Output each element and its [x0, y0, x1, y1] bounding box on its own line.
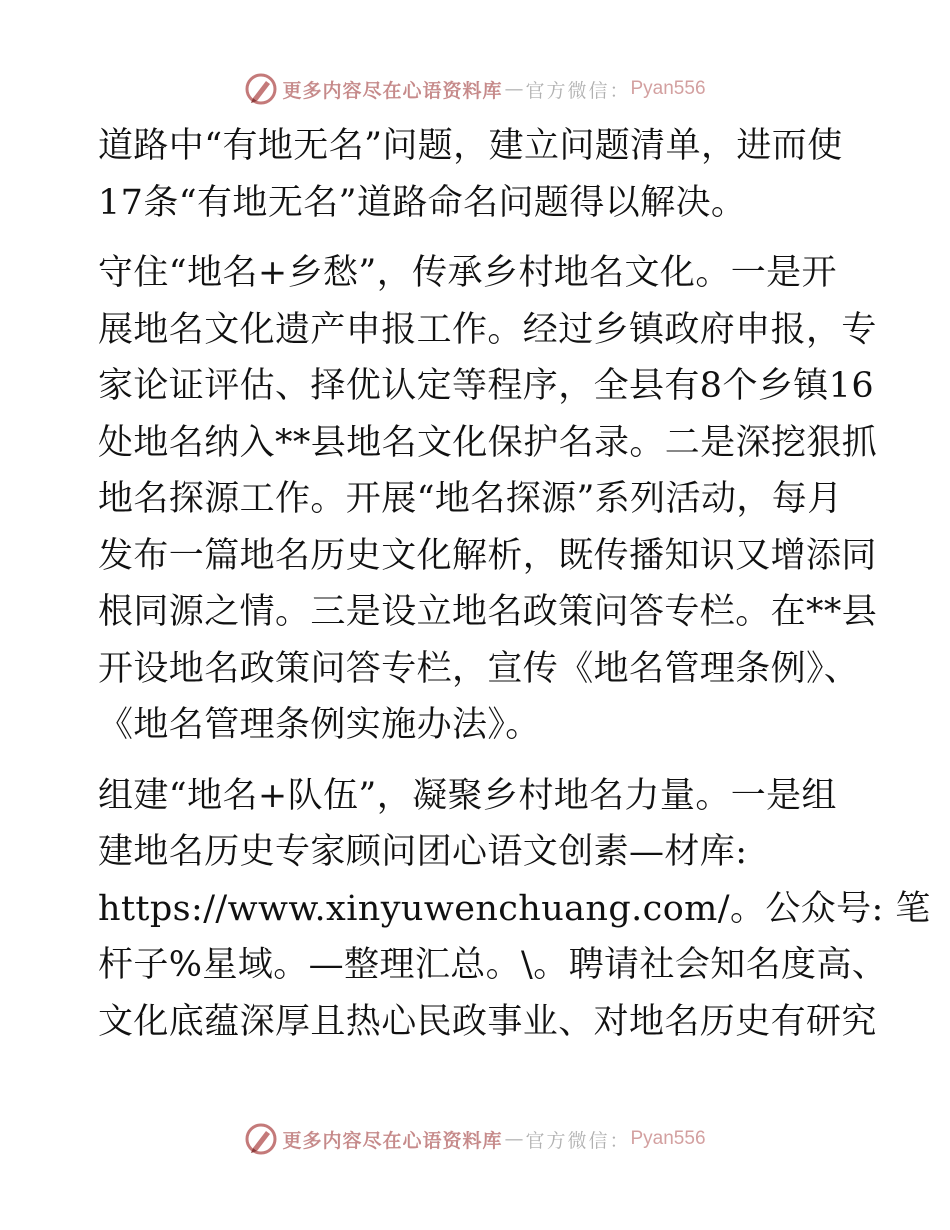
- watermark-separator: —: [504, 1128, 524, 1150]
- text-line: 开设地名政策问答专栏，宣传《地名管理条例》、: [98, 648, 860, 689]
- pen-logo-icon: [244, 1122, 278, 1156]
- document-body: [98, 118, 931, 1050]
- text-line: 地名探源工作。开展“地名探源”系列活动，每月: [98, 479, 843, 519]
- text-line: https://www.xinyuwenchuang.com/。公众号: 笔: [98, 888, 931, 929]
- text-line: 根同源之情。三是设立地名政策问答专栏。在**县: [98, 592, 878, 632]
- text-line: 文化底蕴深厚且热心民政事业、对地名历史有研究: [98, 1001, 877, 1042]
- watermark-sub: 官方微信：: [525, 79, 631, 102]
- paragraph-2: [98, 245, 878, 754]
- pen-logo-icon: [244, 72, 278, 106]
- text-line: 《地名管理条例实施办法》。: [98, 705, 541, 745]
- watermark-brand: 更多内容尽在心语资料库: [282, 1129, 503, 1152]
- paragraph-3: [98, 768, 931, 1051]
- text-line: 杆子%星域。—整理汇总。\。聘请社会知名度高、: [98, 945, 888, 985]
- text-line: 道路中“有地无名”问题，建立问题清单，进而使: [98, 126, 843, 166]
- header-watermark: [0, 72, 950, 106]
- watermark-separator: —: [504, 78, 524, 100]
- footer-watermark: [0, 1122, 950, 1156]
- watermark-id: Pyan556: [630, 78, 706, 99]
- text-line: 处地名纳入**县地名文化保护名录。二是深挖狠抓: [98, 422, 878, 463]
- text-line: 组建“地名+队伍”，凝聚乡村地名力量。一是组: [98, 775, 837, 816]
- text-line: 发布一篇地名历史文化解析，既传播知识又增添同: [98, 535, 877, 576]
- text-line: 家论证评估、择优认定等程序，全县有8个乡镇16: [98, 366, 875, 406]
- text-line: 守住“地名+乡愁”，传承乡村地名文化。一是开: [98, 253, 837, 293]
- watermark-sub: 官方微信：: [525, 1129, 631, 1152]
- text-line: 17条“有地无名”道路命名问题得以解决。: [98, 182, 747, 223]
- text-line: 展地名文化遗产申报工作。经过乡镇政府申报，专: [98, 309, 877, 350]
- watermark-brand: 更多内容尽在心语资料库: [282, 79, 503, 102]
- text-line: 建地名历史专家顾问团心语文创素—材库:: [98, 832, 748, 872]
- paragraph-1: [98, 118, 858, 231]
- watermark-id: Pyan556: [630, 1128, 706, 1149]
